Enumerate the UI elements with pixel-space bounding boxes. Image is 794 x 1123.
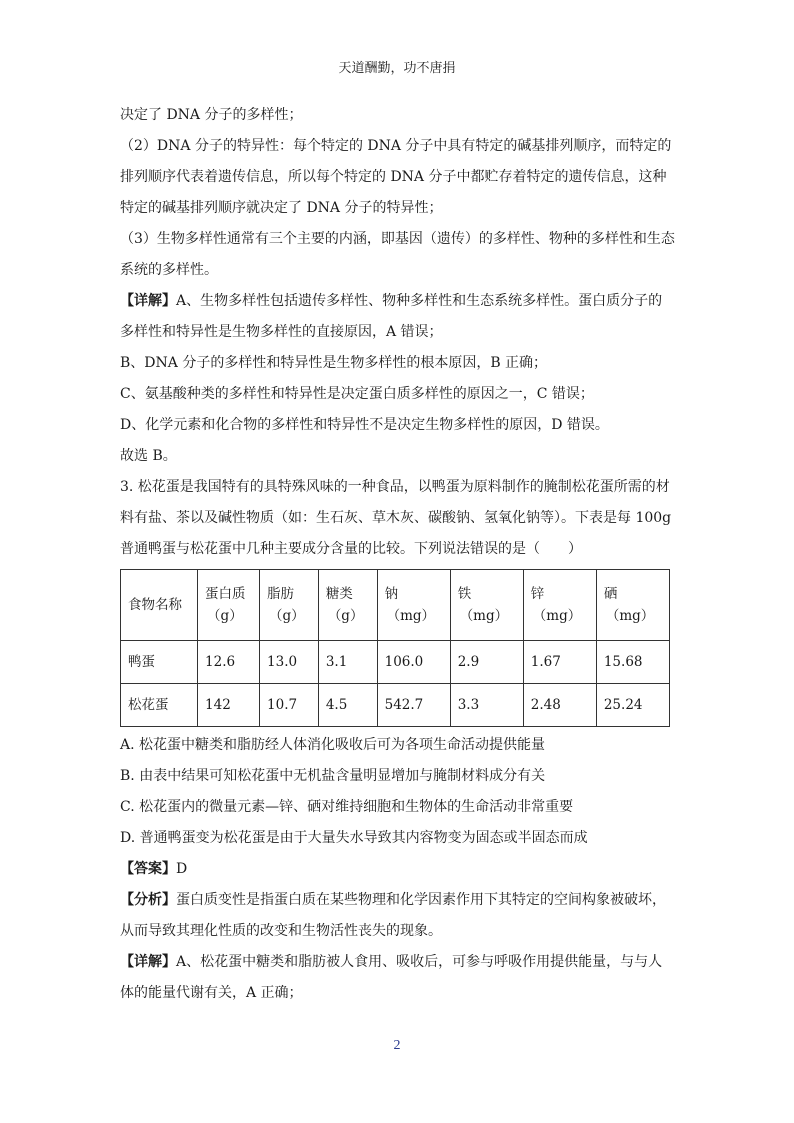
table-cell: 4.5 xyxy=(318,684,377,727)
answer-tag: 【答案】 xyxy=(120,861,176,877)
row-label: 鸭蛋 xyxy=(121,641,198,684)
header-name: 糖类 xyxy=(325,586,353,602)
detail-line: 体的能量代谢有关，A 正确； xyxy=(120,985,303,1001)
analysis-text: 蛋白质变性是指蛋白质在某些物理和化学因素作用下其特定的空间构象被破坏， xyxy=(176,892,666,908)
header-unit: （mg） xyxy=(605,608,655,624)
table-header-cell xyxy=(260,570,319,641)
header-unit: （mg） xyxy=(386,608,436,624)
detail-line-d: D、化学元素和化合物的多样性和特异性不是决定生物多样性的原因，D 错误。 xyxy=(120,417,609,433)
header-unit: （g） xyxy=(327,608,364,624)
detail-tag: 【详解】 xyxy=(120,954,176,970)
detail-tag: 【详解】 xyxy=(120,293,176,309)
header-unit: （mg） xyxy=(532,608,582,624)
table-cell: 3.3 xyxy=(450,684,523,727)
header-name: 硒 xyxy=(603,586,618,602)
paragraph-line: 特定的碱基排列顺序就决定了 DNA 分子的特异性； xyxy=(120,200,443,216)
table-cell: 142 xyxy=(198,684,260,727)
detail-text: A、生物多样性包括遗传多样性、物种多样性和生态系统多样性。蛋白质分子的 xyxy=(176,293,663,309)
question-3-stem: 3. 松花蛋是我国特有的具特殊风味的一种食品，以鸭蛋为原料制作的腌制松花蛋所需的材 xyxy=(120,479,670,495)
header-unit: （g） xyxy=(207,608,243,624)
option-b: B. 由表中结果可知松花蛋中无机盐含量明显增加与腌制材料成分有关 xyxy=(120,768,546,784)
table-cell: 10.7 xyxy=(260,684,319,727)
nutrition-comparison-table xyxy=(120,569,670,727)
document-body xyxy=(120,100,675,1009)
header-unit: （mg） xyxy=(459,608,509,624)
question-3-stem-line: 普通鸭蛋与松花蛋中几种主要成分含量的比较。下列说法错误的是（ ） xyxy=(120,541,582,557)
option-a: A. 松花蛋中糖类和脂肪经人体消化吸收后可为各项生命活动提供能量 xyxy=(120,737,546,753)
table-cell: 2.9 xyxy=(450,641,523,684)
table-row xyxy=(121,684,670,727)
option-c: C. 松花蛋内的微量元素—锌、硒对维持细胞和生物体的生命活动非常重要 xyxy=(120,799,574,815)
table-cell: 12.6 xyxy=(198,641,260,684)
table-header-cell xyxy=(523,570,596,641)
answer-line xyxy=(120,854,675,885)
header-name: 蛋白质 xyxy=(205,586,246,602)
table-header-cell xyxy=(318,570,377,641)
detail-line-b: B、DNA 分子的多样性和特异性是生物多样性的根本原因，B 正确； xyxy=(120,355,548,371)
paragraph-line: 系统的多样性。 xyxy=(120,262,218,278)
detail-paragraph xyxy=(120,286,675,317)
detail-paragraph xyxy=(120,947,675,978)
paragraph-line: （2）DNA 分子的特异性：每个特定的 DNA 分子中具有特定的碱基排列顺序，而特定的 xyxy=(120,138,672,154)
table-cell: 25.24 xyxy=(596,684,669,727)
header-name: 脂肪 xyxy=(267,586,295,602)
analysis-line: 从而导致其理化性质的改变和生物活性丧失的现象。 xyxy=(120,923,442,939)
page-number: 2 xyxy=(393,1038,401,1053)
detail-text: A、松花蛋中糖类和脂肪被人食用、吸收后，可参与呼吸作用提供能量，与与人 xyxy=(176,954,663,970)
table-cell: 3.1 xyxy=(318,641,377,684)
table-cell: 1.67 xyxy=(523,641,596,684)
table-header-cell xyxy=(450,570,523,641)
table-header-row xyxy=(121,570,670,641)
paragraph-line: 决定了 DNA 分子的多样性； xyxy=(120,107,303,123)
paragraph-line: （3）生物多样性通常有三个主要的内涵，即基因（遗传）的多样性、物种的多样性和生态 xyxy=(120,231,675,247)
detail-conclusion: 故选 B。 xyxy=(120,448,177,464)
analysis-tag: 【分析】 xyxy=(120,892,176,908)
analysis-paragraph xyxy=(120,885,675,916)
paragraph-line: 排列顺序代表着遗传信息，所以每个特定的 DNA 分子中都贮存着特定的遗传信息，这种 xyxy=(120,169,667,185)
header-unit: （g） xyxy=(269,608,305,624)
header-name: 铁 xyxy=(457,586,472,602)
detail-line-c: C、氨基酸种类的多样性和特异性是决定蛋白质多样性的原因之一，C 错误； xyxy=(120,386,594,402)
option-d: D. 普通鸭蛋变为松花蛋是由于大量失水导致其内容物变为固态或半固态而成 xyxy=(120,830,588,846)
answer-value: D xyxy=(176,861,188,877)
table-header-cell xyxy=(198,570,260,641)
table-cell: 106.0 xyxy=(377,641,450,684)
table-header-cell xyxy=(377,570,450,641)
header-name: 锌 xyxy=(530,586,545,602)
table-cell: 2.48 xyxy=(523,684,596,727)
page-header-motto: 天道酬勤，功不唐捐 xyxy=(338,61,456,76)
table-row xyxy=(121,641,670,684)
question-3-stem-line: 料有盐、茶以及碱性物质（如：生石灰、草木灰、碳酸钠、氢氧化钠等）。下表是每 100g xyxy=(120,510,672,526)
table-cell: 15.68 xyxy=(596,641,669,684)
row-label: 松花蛋 xyxy=(121,684,198,727)
detail-line: 多样性和特异性是生物多样性的直接原因，A 错误； xyxy=(120,324,443,340)
table-cell: 13.0 xyxy=(260,641,319,684)
header-name: 钠 xyxy=(384,586,399,602)
table-cell: 542.7 xyxy=(377,684,450,727)
table-header-cell xyxy=(596,570,669,641)
table-corner-cell: 食物名称 xyxy=(121,570,198,641)
